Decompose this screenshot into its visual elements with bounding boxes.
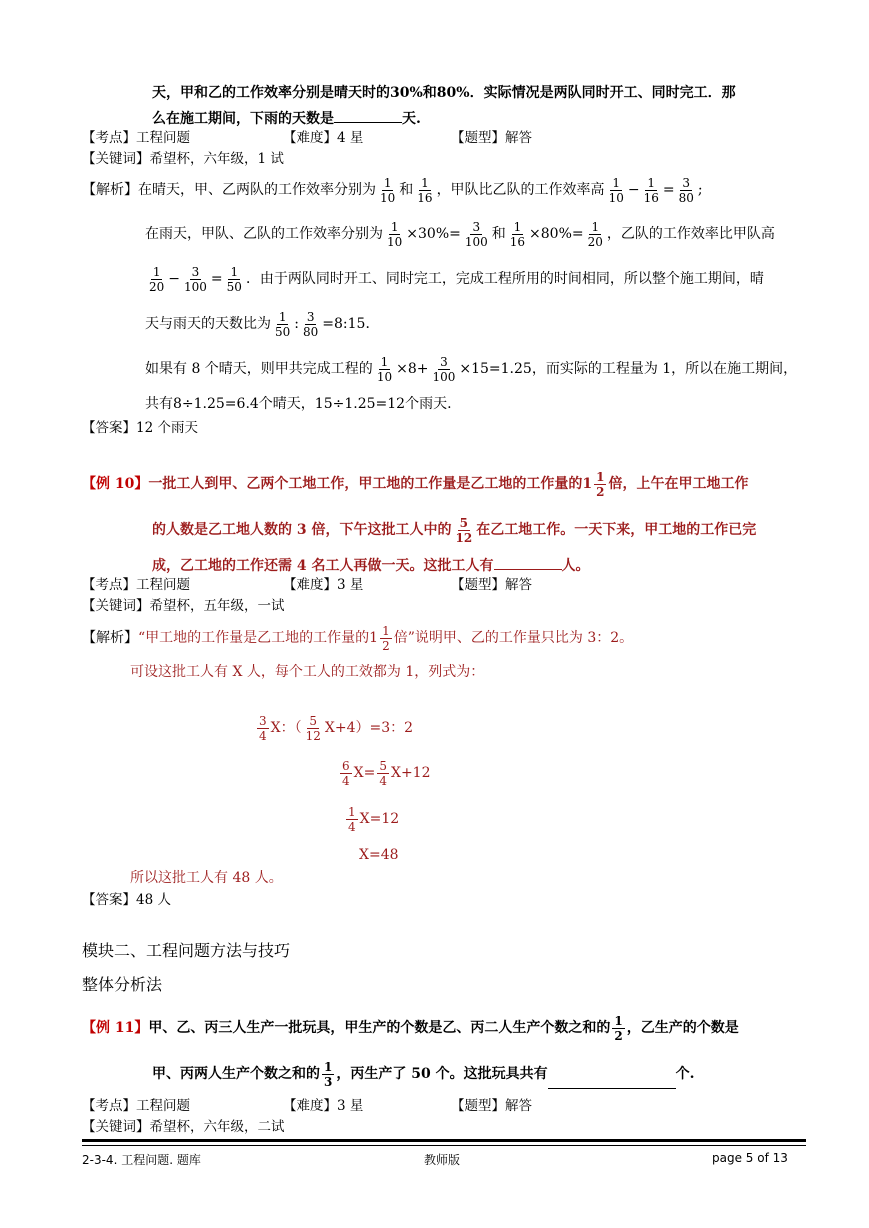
fraction: $\frac{1}{3}$ (324, 1059, 333, 1089)
text-segment: ×15=1.25，而实际的工程量为 1，所以在施工期间， (459, 361, 798, 377)
footer-rule-thin (82, 1145, 806, 1146)
jiexi-label: 【解析】 (82, 630, 138, 646)
fraction: $\frac{1}{10}$ (608, 175, 624, 205)
footer-page-number: page 5 of 13 (712, 1151, 788, 1165)
fraction: $\frac{5}{12}$ (305, 713, 321, 743)
tixing-1: 【题型】解答 (451, 130, 532, 146)
jiexi-1-line1: 【解析】 在晴天，甲、乙两队的工作效率分别为 $\frac{1}{10}$ 和 $\frac{1}{16}$ ，甲队比乙队的工作效率高 $\frac{1}{10}$ − $\frac{1}{16}$ = $\frac{3}{80}$ ; (82, 175, 703, 205)
fraction: $\frac{3}{100}$ (464, 219, 488, 249)
text-segment: 么在施工期间，下雨的天数是 (152, 111, 334, 127)
problem-continuation-line1: 天，甲和乙的工作效率分别是晴天时的30%和80%．实际情况是两队同时开工、同时完工．那 (152, 85, 736, 101)
example-label: 【例 10】 (82, 476, 149, 492)
text-segment: 天与雨天的天数比为 (145, 316, 271, 332)
text-segment: 一批工人到甲、乙两个工地工作，甲工地的工作量是乙工地的工作量的 (148, 476, 583, 492)
text-segment: 甲、乙、丙三人生产一批玩具，甲生产的个数是乙、丙二人生产个数之和的 (148, 1020, 611, 1036)
text-segment: ×80%= (529, 226, 584, 242)
nandu-3: 【难度】3 星 (283, 1098, 364, 1114)
example-label: 【例 11】 (82, 1020, 149, 1036)
equation-4: X=48 (359, 847, 399, 863)
jiexi-2-conclusion: 所以这批工人有 48 人。 (130, 870, 283, 886)
fraction: $\frac{1}{4}$ (348, 804, 356, 834)
example-11-line2 (152, 1054, 694, 1094)
keywords-2: 【关键词】希望杯，五年级，一试 (82, 598, 285, 614)
equation-3 (344, 799, 399, 839)
text-segment: 如果有 8 个晴天，则甲共完成工程的 (145, 361, 373, 377)
text-segment: X+12 (390, 765, 431, 781)
tixing-3: 【题型】解答 (451, 1098, 532, 1114)
jiexi-2-line2: 可设这批工人有 X 人，每个工人的工效都为 1，列式为： (130, 664, 485, 680)
fraction: $\frac{1}{50}$ (226, 264, 242, 294)
example-10-line2 (152, 510, 756, 550)
fraction: $\frac{1}{20}$ (587, 219, 603, 249)
footer-left: 2-3-4. 工程问题. 题库 (82, 1153, 201, 1167)
problem-continuation-line2 (152, 108, 421, 129)
text-segment: ．由于两队同时开工、同时完工，完成工程所用的时间相同，所以整个施工期间，晴 (245, 271, 764, 287)
text-segment: 倍”说明甲、乙的工作量只比为 3：2。 (393, 630, 634, 646)
text-segment: 和 (491, 226, 506, 242)
text-segment: =8:15． (322, 316, 380, 332)
fraction: $\frac{1}{10}$ (380, 175, 396, 205)
tixing-2: 【题型】解答 (451, 577, 532, 593)
answer-2: 【答案】48 人 (82, 892, 171, 908)
text-segment: ，甲队比乙队的工作效率高 (436, 182, 605, 198)
fraction: $\frac{1}{16}$ (509, 219, 526, 249)
fraction: $\frac{1}{16}$ (643, 175, 659, 205)
fraction: $\frac{5}{4}$ (379, 758, 387, 788)
kaodian-2: 【考点】工程问题 (82, 577, 190, 593)
text-segment: 人。 (561, 558, 590, 574)
fraction: $\frac{6}{4}$ (342, 758, 350, 788)
text-segment: 甲、丙两人生产个数之和的 (152, 1066, 320, 1082)
text-segment: ，乙生产的个数是 (626, 1020, 739, 1036)
text-segment: 倍，上午在甲工地工作 (608, 476, 749, 492)
text-segment: X：（ (270, 720, 302, 736)
kaodian-3: 【考点】工程问题 (82, 1098, 190, 1114)
text-segment: 在乙工地工作。一天下来，甲工地的工作已完 (476, 522, 757, 538)
fraction: $\frac{3}{100}$ (432, 354, 456, 384)
fraction: $\frac{1}{2}$ (614, 1013, 623, 1043)
fraction: $\frac{3}{80}$ (678, 175, 694, 205)
jiexi-1-line4: 天与雨天的天数比为 $\frac{1}{50}$ : $\frac{3}{80}$ =8:15． (145, 309, 380, 339)
example-10-line1 (82, 464, 748, 504)
text-segment: X=12 (359, 811, 400, 827)
fraction: $\frac{1}{10}$ (376, 354, 393, 384)
mixed-number: 1 $\frac{1}{2}$ (582, 469, 605, 499)
fraction: $\frac{3}{4}$ (259, 713, 267, 743)
mixed-number: 1 $\frac{1}{2}$ (369, 623, 390, 653)
answer-1: 【答案】12 个雨天 (82, 420, 198, 436)
equation-2 (338, 753, 431, 793)
text-segment: 成，乙工地的工作还需 4 名工人再做一天。这批工人有 (152, 558, 494, 574)
example-11-line1 (82, 1008, 739, 1048)
keywords-1: 【关键词】希望杯，六年级，1 试 (82, 151, 284, 167)
text-segment: 在雨天，甲队、乙队的工作效率分别为 (145, 226, 383, 242)
nandu-2: 【难度】3 星 (283, 577, 364, 593)
jiexi-1-line2 (145, 214, 775, 254)
nandu-1: 【难度】4 星 (283, 130, 364, 146)
equation-1 (255, 708, 413, 748)
kaodian-1: 【考点】工程问题 (82, 130, 190, 146)
jiexi-1-line6: 共有8÷1.25=6.4个晴天，15÷1.25=12个雨天. (145, 396, 452, 412)
fraction: $\frac{3}{80}$ (303, 309, 319, 339)
fraction: $\frac{1}{20}$ (149, 264, 165, 294)
answer-blank (494, 555, 562, 570)
answer-blank (548, 1074, 676, 1089)
text-segment: ，丙生产了 50 个。这批玩具共有 (336, 1066, 548, 1082)
footer-center: 教师版 (424, 1153, 461, 1167)
text-segment: 在晴天，甲、乙两队的工作效率分别为 (138, 182, 376, 198)
fraction: $\frac{1}{50}$ (275, 309, 291, 339)
text-segment: X= (353, 765, 376, 781)
text-segment: ×30%= (406, 226, 461, 242)
text-segment: ，乙队的工作效率比甲队高 (606, 226, 775, 242)
keywords-3: 【关键词】希望杯，六年级，二试 (82, 1119, 285, 1135)
example-10-line3 (152, 555, 590, 576)
fraction: $\frac{1}{10}$ (387, 219, 403, 249)
text-segment: 天. (402, 111, 421, 127)
fraction: $\frac{1}{16}$ (417, 175, 433, 205)
text-segment: 的人数是乙工地人数的 3 倍，下午这批工人中的 (152, 522, 452, 538)
jiexi-1-line3: $\frac{1}{20}$ − $\frac{3}{100}$ = $\frac{1}{50}$ ．由于两队同时开工、同时完工，完成工程所用的时间相同，所以整个施工期间，晴 (149, 264, 764, 294)
text-segment: 个. (675, 1066, 695, 1082)
section-title: 整体分析法 (82, 975, 163, 994)
module-title: 模块二、工程问题方法与技巧 (82, 941, 291, 960)
jiexi-1-line5 (145, 349, 797, 389)
text-segment: ×8+ (396, 361, 429, 377)
fraction: $\frac{5}{12}$ (455, 515, 473, 545)
jiexi-2-line1 (82, 618, 633, 658)
text-segment: X+4）=3：2 (324, 720, 414, 736)
answer-blank (334, 108, 402, 123)
text-segment: “甲工地的工作量是乙工地的工作量的 (138, 630, 370, 646)
fraction: $\frac{3}{100}$ (184, 264, 207, 294)
footer-rule-thick (82, 1139, 806, 1142)
text-segment: 和 (399, 182, 414, 198)
jiexi-label: 【解析】 (82, 182, 138, 198)
